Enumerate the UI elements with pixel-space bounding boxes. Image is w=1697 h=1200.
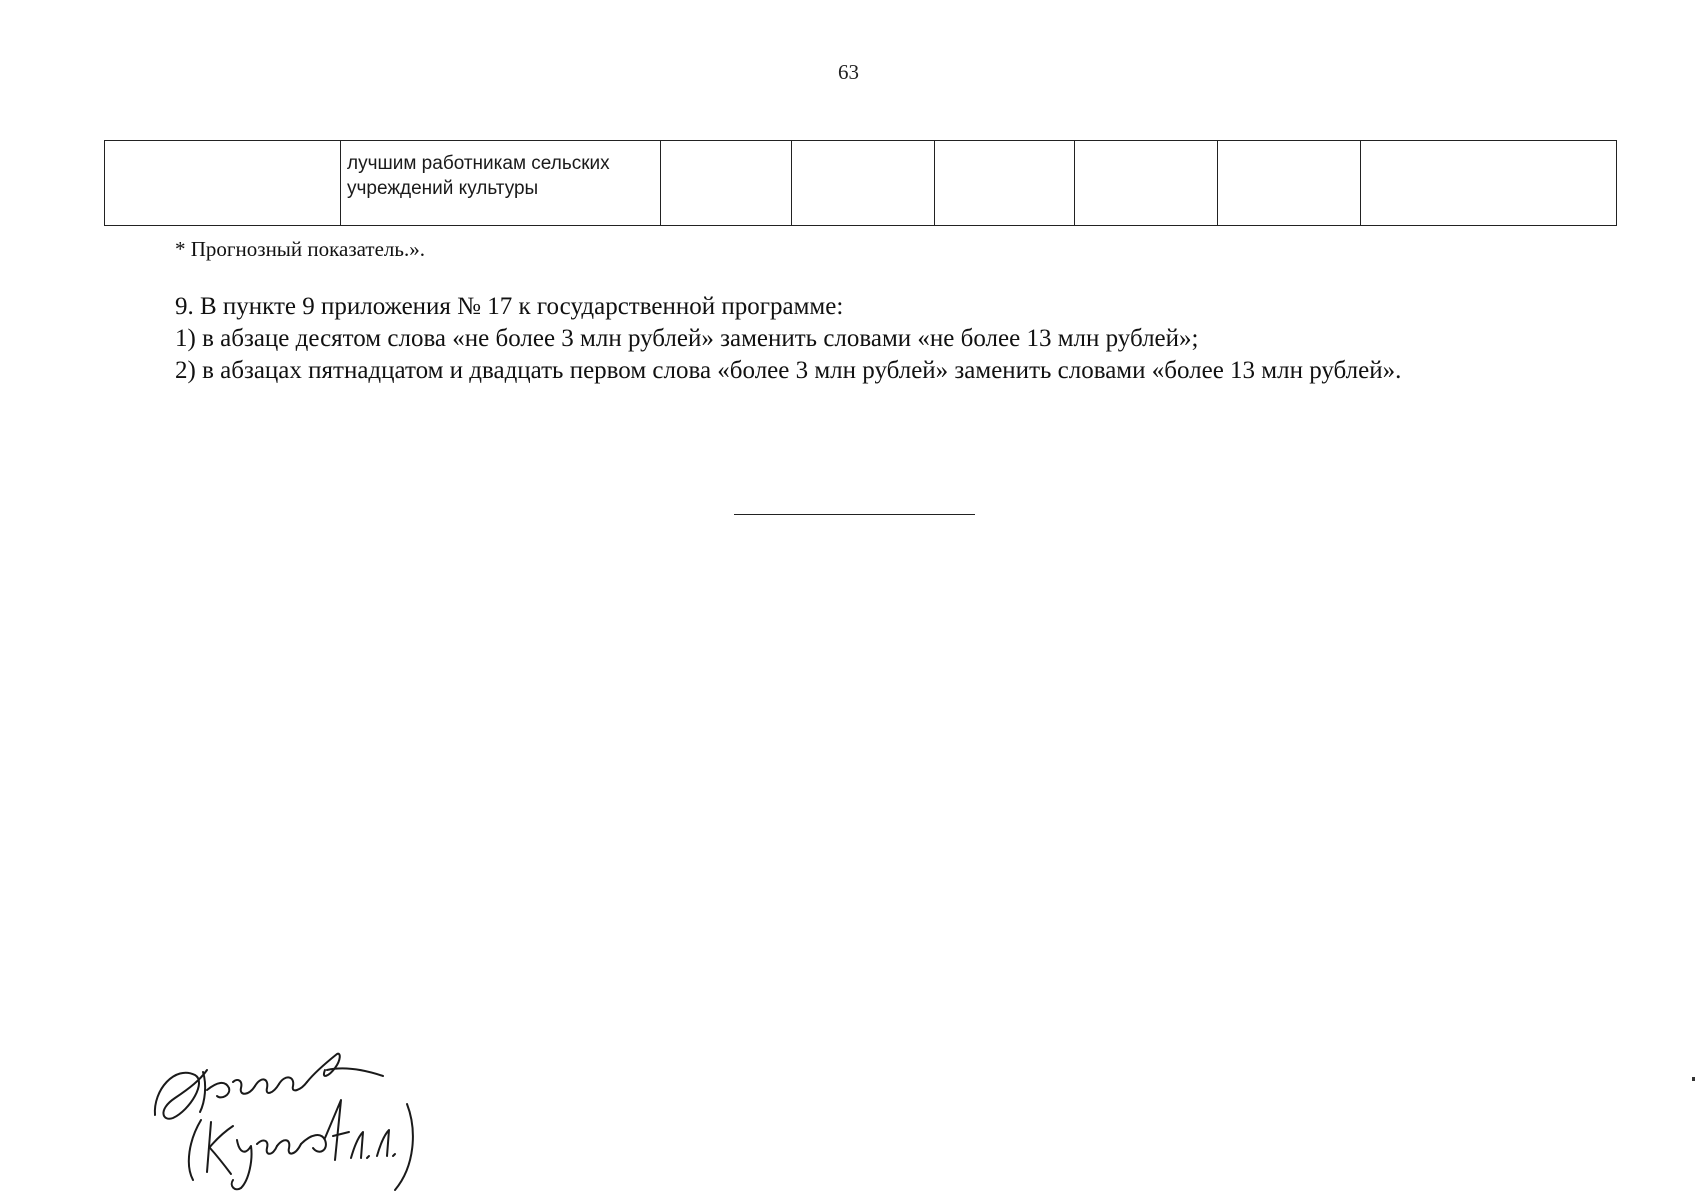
paragraph-subitem-1: 1) в абзаце десятом слова «не более 3 млн рублей» заменить словами «не более 13 млн рублей»; — [175, 325, 1199, 352]
table-cell — [105, 141, 341, 226]
table-cell — [1075, 141, 1218, 226]
handwritten-signature — [145, 1040, 465, 1195]
program-table-fragment — [104, 140, 1617, 226]
separator-line — [734, 514, 975, 515]
paragraph-subitem-2: 2) в абзацах пятнадцатом и двадцать первом слова «более 3 млн рублей» заменить словами «более 13 млн рублей». — [175, 357, 1402, 384]
scan-edge-mark — [1692, 1077, 1695, 1081]
table-cell — [1218, 141, 1361, 226]
page-number: 63 — [838, 60, 859, 84]
table-cell-description: лучшим работникам сельских учреждений культуры — [341, 141, 661, 226]
table-row — [105, 141, 1617, 226]
table-cell — [1361, 141, 1617, 226]
table-cell — [935, 141, 1075, 226]
amendment-text — [104, 291, 1597, 387]
paragraph-item-9: 9. В пункте 9 приложения № 17 к государственной программе: — [175, 293, 844, 320]
table-cell — [792, 141, 935, 226]
table-cell — [661, 141, 792, 226]
footnote: * Прогнозный показатель.». — [175, 237, 425, 261]
